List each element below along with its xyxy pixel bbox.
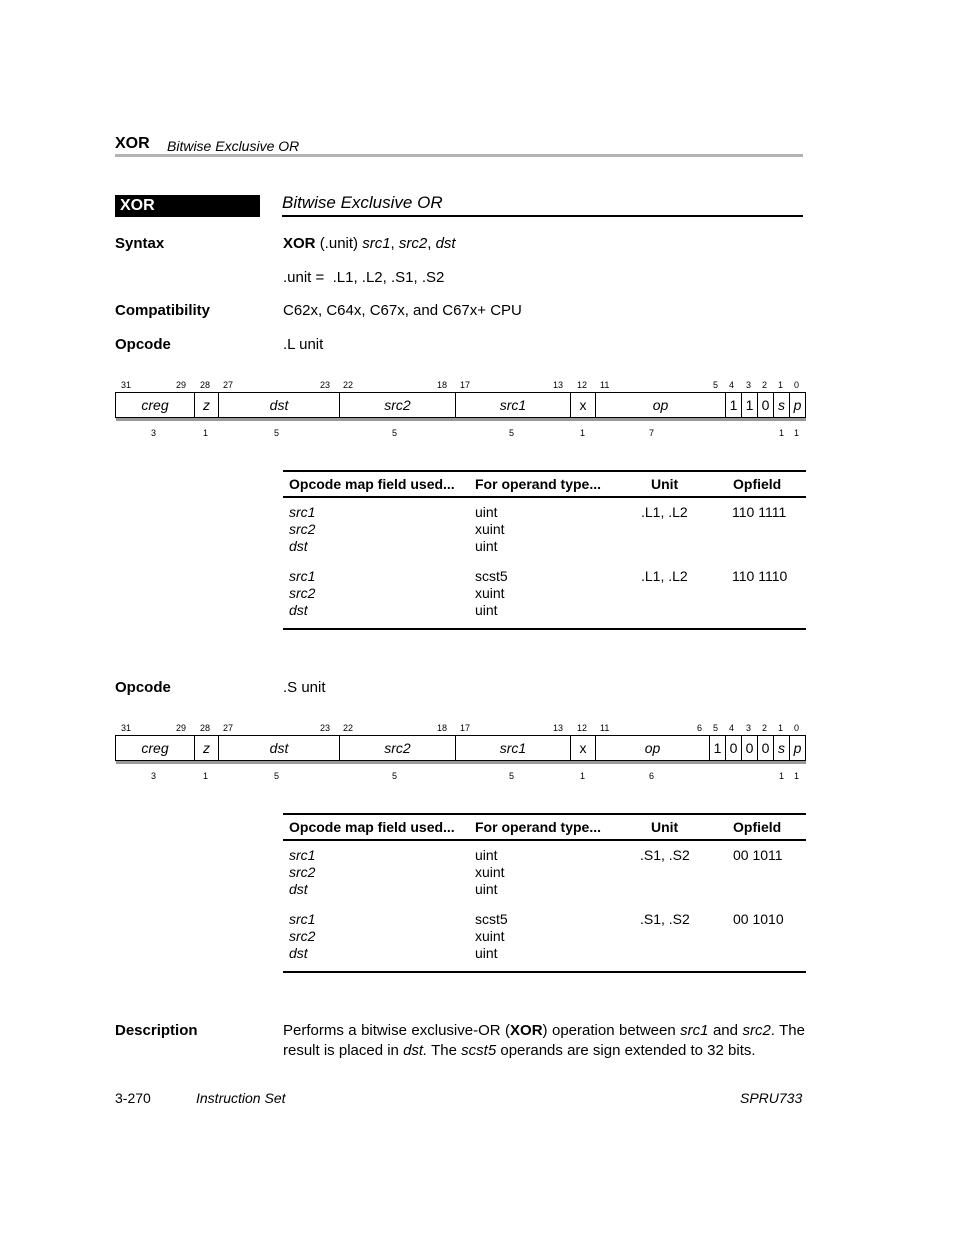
field-s: s xyxy=(778,740,785,756)
operand-type: uint xyxy=(475,881,498,897)
unit-value: .S1, .S2 xyxy=(640,847,690,863)
operand-type: scst5 xyxy=(475,911,508,927)
map-field: src1 xyxy=(289,504,316,520)
compatibility-label: Compatibility xyxy=(115,302,211,319)
bit-number: 18 xyxy=(437,380,448,390)
field-z: z xyxy=(203,397,210,413)
field-width: 3 xyxy=(151,771,157,781)
map-field: src1 xyxy=(289,911,316,927)
bit-number: 1 xyxy=(778,723,784,733)
opfield-value: 00 1011 xyxy=(733,847,783,863)
bit-number: 1 xyxy=(778,380,784,390)
bit-number: 28 xyxy=(200,723,211,733)
field-bit: 1 xyxy=(729,397,738,413)
description-fragment: and xyxy=(708,1022,743,1039)
field-width: 5 xyxy=(392,771,398,781)
bit-number: 23 xyxy=(320,380,331,390)
unit-value: .L1, .L2 xyxy=(641,504,688,520)
running-header-description: Bitwise Exclusive OR xyxy=(167,138,300,154)
bit-number: 31 xyxy=(121,380,132,390)
bit-number: 3 xyxy=(746,380,752,390)
bit-number: 0 xyxy=(794,723,800,733)
description-fragment: operands are sign extended to 32 bits. xyxy=(496,1042,756,1059)
field-s: s xyxy=(778,397,785,413)
field-x: x xyxy=(579,397,587,413)
field-width-row xyxy=(115,771,806,783)
field-width: 5 xyxy=(274,771,280,781)
field-creg: creg xyxy=(141,740,169,756)
map-field: dst xyxy=(289,881,308,897)
field-width: 5 xyxy=(274,428,280,438)
description-fragment: . The result is placed in xyxy=(283,1022,805,1059)
description-fragment: Performs a bitwise exclusive-OR ( xyxy=(283,1022,511,1039)
column-header: For operand type... xyxy=(475,476,602,492)
bit-number: 5 xyxy=(713,723,719,733)
field-bit: 0 xyxy=(745,740,754,756)
map-field: src2 xyxy=(289,521,316,537)
field-bit: 0 xyxy=(761,397,770,413)
bit-number: 29 xyxy=(176,380,187,390)
description-operand: scst5 xyxy=(461,1042,497,1059)
bit-number: 13 xyxy=(553,723,564,733)
bit-number: 29 xyxy=(176,723,187,733)
opcode-unit: .L unit xyxy=(283,336,324,353)
field-width: 1 xyxy=(580,771,586,781)
header-rule xyxy=(115,154,803,157)
bit-number: 0 xyxy=(794,380,800,390)
opcode-unit: .S unit xyxy=(283,679,326,696)
bit-number-row xyxy=(115,380,806,392)
opcode-field-diagram xyxy=(115,723,806,793)
column-header: Opcode map field used... xyxy=(289,476,455,492)
opfield-table xyxy=(283,470,806,630)
field-creg: creg xyxy=(141,397,169,413)
bit-number: 13 xyxy=(553,380,564,390)
syntax-operand: dst xyxy=(435,235,456,252)
description-operand: src2 xyxy=(742,1022,771,1039)
map-field: src2 xyxy=(289,864,316,880)
opfield-value: 110 1111 xyxy=(732,504,787,520)
description-label: Description xyxy=(115,1022,198,1039)
column-header: For operand type... xyxy=(475,819,602,835)
description-operand: dst. xyxy=(403,1042,428,1059)
bit-number: 17 xyxy=(460,723,471,733)
map-field: dst xyxy=(289,602,308,618)
field-box-shadow xyxy=(116,418,806,421)
syntax-unit: (.unit) xyxy=(319,235,359,252)
syntax-line: XOR (.unit) src1, src2, dst xyxy=(283,235,456,252)
bit-number: 28 xyxy=(200,380,211,390)
syntax-mnemonic: XOR xyxy=(283,235,316,252)
field-bit: 0 xyxy=(729,740,738,756)
bit-number: 12 xyxy=(577,723,588,733)
syntax-label: Syntax xyxy=(115,235,165,252)
page-number: 3-270 xyxy=(115,1090,151,1106)
field-dst: dst xyxy=(269,397,289,413)
bit-number: 2 xyxy=(762,723,768,733)
opfield-table-header xyxy=(283,815,806,841)
bit-number: 11 xyxy=(600,380,610,390)
field-width: 1 xyxy=(794,428,800,438)
operand-type: uint xyxy=(475,945,498,961)
operand-type: uint xyxy=(475,538,498,554)
map-field: src2 xyxy=(289,928,316,944)
field-op: op xyxy=(652,397,669,413)
field-width: 7 xyxy=(649,428,655,438)
field-width: 1 xyxy=(580,428,586,438)
bit-number: 22 xyxy=(343,380,354,390)
field-width: 6 xyxy=(649,771,655,781)
operand-type: uint xyxy=(475,847,498,863)
compatibility-value: C62x, C64x, C67x, and C67x+ CPU xyxy=(283,302,522,319)
map-field: dst xyxy=(289,945,308,961)
instruction-title-box: XOR xyxy=(115,195,260,217)
field-src1: src1 xyxy=(499,740,527,756)
bit-number: 4 xyxy=(729,723,735,733)
opfield-row-group xyxy=(283,911,806,971)
column-header: Unit xyxy=(651,476,679,492)
bit-number: 4 xyxy=(729,380,735,390)
operand-type: xuint xyxy=(475,864,505,880)
opfield-row-group xyxy=(283,568,806,628)
column-header: Unit xyxy=(651,819,679,835)
field-bit: 1 xyxy=(745,397,754,413)
field-width: 1 xyxy=(203,771,209,781)
field-width: 5 xyxy=(392,428,398,438)
opfield-table-header xyxy=(283,472,806,498)
field-src2: src2 xyxy=(384,740,411,756)
opfield-table xyxy=(283,813,806,973)
operand-type: xuint xyxy=(475,928,505,944)
field-p: p xyxy=(793,740,802,756)
field-width: 1 xyxy=(779,771,785,781)
field-x: x xyxy=(579,740,587,756)
opfield-value: 110 1110 xyxy=(732,568,788,584)
bit-number: 3 xyxy=(746,723,752,733)
footer-document-id: SPRU733 xyxy=(740,1090,803,1106)
instruction-title-description: Bitwise Exclusive OR xyxy=(282,193,443,212)
field-width: 3 xyxy=(151,428,157,438)
field-width: 5 xyxy=(509,771,515,781)
bit-number-row xyxy=(115,723,806,735)
opfield-row-group xyxy=(283,504,806,568)
opcode-label: Opcode xyxy=(115,679,171,696)
field-width: 1 xyxy=(779,428,785,438)
unit-value: .S1, .S2 xyxy=(640,911,690,927)
field-src2: src2 xyxy=(384,397,411,413)
bit-number: 22 xyxy=(343,723,354,733)
map-field: src2 xyxy=(289,585,316,601)
operand-type: uint xyxy=(475,504,498,520)
description-operand: src1 xyxy=(680,1022,709,1039)
bit-number: 27 xyxy=(223,723,234,733)
opcode-field-diagram xyxy=(115,380,806,450)
bit-number: 17 xyxy=(460,380,471,390)
field-width: 5 xyxy=(509,428,515,438)
title-rule xyxy=(282,215,803,217)
bit-number: 6 xyxy=(697,723,703,733)
field-p: p xyxy=(793,397,802,413)
description-text xyxy=(283,1021,805,1061)
operand-type: xuint xyxy=(475,585,505,601)
bit-number: 5 xyxy=(713,380,719,390)
syntax-unit-line: .unit = .L1, .L2, .S1, .S2 xyxy=(283,269,445,286)
operand-type: xuint xyxy=(475,521,505,537)
opfield-row-group xyxy=(283,847,806,911)
field-width: 1 xyxy=(203,428,209,438)
bit-number: 23 xyxy=(320,723,331,733)
opcode-field-box xyxy=(115,735,806,761)
field-box-shadow xyxy=(116,761,806,764)
operand-type: uint xyxy=(475,602,498,618)
bit-number: 11 xyxy=(600,723,610,733)
bit-number: 27 xyxy=(223,380,234,390)
field-bit: 0 xyxy=(761,740,770,756)
bit-number: 18 xyxy=(437,723,448,733)
opfield-value: 00 1010 xyxy=(733,911,784,927)
field-src1: src1 xyxy=(499,397,527,413)
bit-number: 2 xyxy=(762,380,768,390)
description-fragment: The xyxy=(427,1042,462,1059)
description-fragment: ) operation between xyxy=(542,1022,681,1039)
column-header: Opfield xyxy=(733,476,782,492)
map-field: dst xyxy=(289,538,308,554)
field-width: 1 xyxy=(794,771,800,781)
opcode-label: Opcode xyxy=(115,336,171,353)
field-z: z xyxy=(203,740,210,756)
syntax-operand: src2 xyxy=(398,235,428,252)
field-dst: dst xyxy=(269,740,289,756)
column-header: Opfield xyxy=(733,819,782,835)
description-mnemonic: XOR xyxy=(510,1022,543,1039)
map-field: src1 xyxy=(289,847,316,863)
footer-section-title: Instruction Set xyxy=(196,1090,286,1106)
operand-type: scst5 xyxy=(475,568,508,584)
opcode-field-box xyxy=(115,392,806,418)
syntax-operand: src1 xyxy=(362,235,391,252)
unit-value: .L1, .L2 xyxy=(641,568,688,584)
bit-number: 31 xyxy=(121,723,132,733)
field-width-row xyxy=(115,428,806,440)
running-header-instruction: XOR xyxy=(115,135,150,152)
column-header: Opcode map field used... xyxy=(289,819,455,835)
field-op: op xyxy=(644,740,661,756)
bit-number: 12 xyxy=(577,380,588,390)
field-bit: 1 xyxy=(713,740,722,756)
map-field: src1 xyxy=(289,568,316,584)
